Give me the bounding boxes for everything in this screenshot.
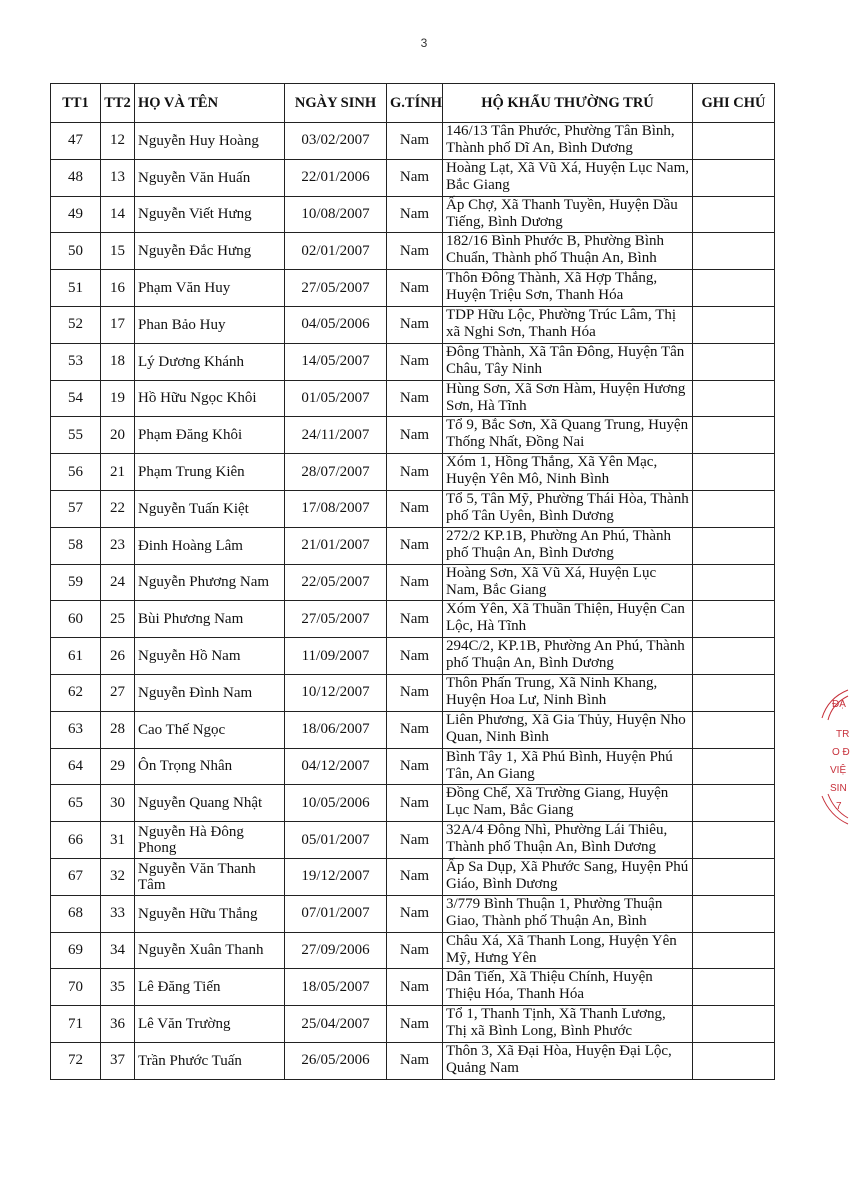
table-body [51,123,775,1080]
red-seal-stamp [818,688,848,828]
cell-note [693,343,775,380]
cell-name: Trần Phước Tuấn [135,1042,285,1079]
cell-name: Nguyễn Tuấn Kiệt [135,490,285,527]
header-address: HỘ KHẨU THƯỜNG TRÚ [443,84,693,123]
cell-name: Đinh Hoàng Lâm [135,527,285,564]
cell-tt2: 14 [101,196,135,233]
cell-address: Đông Thành, Xã Tân Đông, Huyện Tân Châu, Tây Ninh [443,343,693,380]
cell-name: Nguyễn Văn Huấn [135,159,285,196]
student-roster-table [50,83,775,1080]
cell-name: Phạm Đăng Khôi [135,417,285,454]
table-row [51,159,775,196]
table-row [51,196,775,233]
cell-name: Nguyễn Hồ Nam [135,638,285,675]
stamp-text-line: TR [836,729,850,740]
cell-dob: 04/12/2007 [285,748,387,785]
table-row [51,490,775,527]
stamp-text-line: ĐẠ [832,699,846,710]
cell-tt2: 37 [101,1042,135,1079]
cell-address: TDP Hữu Lộc, Phường Trúc Lâm, Thị xã Nghi Sơn, Thanh Hóa [443,306,693,343]
cell-gender: Nam [387,380,443,417]
cell-note [693,932,775,969]
cell-gender: Nam [387,343,443,380]
cell-note [693,417,775,454]
cell-address: 3/779 Bình Thuận 1, Phường Thuận Giao, Thành phố Thuận An, Bình [443,895,693,932]
cell-dob: 07/01/2007 [285,895,387,932]
stamp-text-line: 7 [836,801,842,812]
cell-gender: Nam [387,417,443,454]
cell-dob: 24/11/2007 [285,417,387,454]
table-row [51,638,775,675]
cell-gender: Nam [387,638,443,675]
cell-tt1: 68 [51,895,101,932]
cell-dob: 17/08/2007 [285,490,387,527]
cell-tt1: 51 [51,270,101,307]
cell-note [693,123,775,160]
cell-address: Tổ 5, Tân Mỹ, Phường Thái Hòa, Thành phố Tân Uyên, Bình Dương [443,490,693,527]
cell-name: Nguyễn Xuân Thanh [135,932,285,969]
cell-note [693,527,775,564]
stamp-text-line: SIN [830,783,847,794]
cell-name: Nguyễn Viết Hưng [135,196,285,233]
cell-name: Nguyễn Hữu Thắng [135,895,285,932]
cell-address: Liên Phương, Xã Gia Thủy, Huyện Nho Quan, Ninh Bình [443,711,693,748]
cell-gender: Nam [387,454,443,491]
cell-address: Thôn Đông Thành, Xã Hợp Thắng, Huyện Triệu Sơn, Thanh Hóa [443,270,693,307]
cell-tt1: 65 [51,785,101,822]
cell-dob: 26/05/2006 [285,1042,387,1079]
cell-address: 294C/2, KP.1B, Phường An Phú, Thành phố Thuận An, Bình Dương [443,638,693,675]
cell-gender: Nam [387,748,443,785]
cell-dob: 27/05/2007 [285,270,387,307]
cell-note [693,490,775,527]
cell-dob: 01/05/2007 [285,380,387,417]
cell-gender: Nam [387,858,443,895]
cell-dob: 03/02/2007 [285,123,387,160]
cell-name: Nguyễn Đình Nam [135,674,285,711]
cell-tt1: 52 [51,306,101,343]
cell-address: Xóm Yên, Xã Thuần Thiện, Huyện Can Lộc, Hà Tĩnh [443,601,693,638]
cell-tt1: 67 [51,858,101,895]
cell-tt2: 34 [101,932,135,969]
cell-gender: Nam [387,674,443,711]
table-row [51,969,775,1006]
cell-tt2: 28 [101,711,135,748]
cell-gender: Nam [387,932,443,969]
cell-gender: Nam [387,822,443,859]
cell-tt1: 50 [51,233,101,270]
cell-name: Nguyễn Đắc Hưng [135,233,285,270]
cell-tt2: 24 [101,564,135,601]
cell-note [693,233,775,270]
cell-dob: 22/05/2007 [285,564,387,601]
cell-address: 32A/4 Đông Nhì, Phường Lái Thiêu, Thành phố Thuận An, Bình Dương [443,822,693,859]
cell-name: Nguyễn Huy Hoàng [135,123,285,160]
cell-address: Đồng Chể, Xã Trường Giang, Huyện Lục Nam, Bắc Giang [443,785,693,822]
cell-gender: Nam [387,123,443,160]
cell-note [693,1006,775,1043]
cell-tt1: 57 [51,490,101,527]
table-row [51,123,775,160]
cell-gender: Nam [387,564,443,601]
table-row [51,932,775,969]
cell-name: Nguyễn Hà Đông Phong [135,822,285,859]
header-tt2: TT2 [101,84,135,123]
cell-address: Tổ 9, Bắc Sơn, Xã Quang Trung, Huyện Thống Nhất, Đồng Nai [443,417,693,454]
cell-gender: Nam [387,490,443,527]
cell-tt2: 33 [101,895,135,932]
cell-address: Xóm 1, Hồng Thắng, Xã Yên Mạc, Huyện Yên Mô, Ninh Bình [443,454,693,491]
header-dob: NGÀY SINH [285,84,387,123]
cell-note [693,306,775,343]
cell-tt1: 63 [51,711,101,748]
cell-dob: 05/01/2007 [285,822,387,859]
cell-tt2: 27 [101,674,135,711]
stamp-text-line: O Đ [832,747,850,758]
cell-name: Phạm Văn Huy [135,270,285,307]
cell-tt2: 23 [101,527,135,564]
cell-address: Tổ 1, Thanh Tịnh, Xã Thanh Lương, Thị xã Bình Long, Bình Phước [443,1006,693,1043]
cell-dob: 10/12/2007 [285,674,387,711]
cell-name: Hồ Hữu Ngọc Khôi [135,380,285,417]
cell-tt1: 70 [51,969,101,1006]
stamp-text-line: VIỆ [830,765,847,776]
cell-note [693,674,775,711]
cell-tt1: 47 [51,123,101,160]
cell-address: Châu Xá, Xã Thanh Long, Huyện Yên Mỹ, Hưng Yên [443,932,693,969]
cell-name: Ôn Trọng Nhân [135,748,285,785]
cell-dob: 21/01/2007 [285,527,387,564]
table-row [51,564,775,601]
cell-name: Nguyễn Văn Thanh Tâm [135,858,285,895]
table-row [51,270,775,307]
cell-address: Bình Tây 1, Xã Phú Bình, Huyện Phú Tân, An Giang [443,748,693,785]
cell-tt1: 66 [51,822,101,859]
cell-tt1: 61 [51,638,101,675]
cell-tt2: 17 [101,306,135,343]
table-row [51,601,775,638]
cell-note [693,601,775,638]
cell-note [693,969,775,1006]
cell-name: Bùi Phương Nam [135,601,285,638]
cell-tt2: 13 [101,159,135,196]
cell-address: 146/13 Tân Phước, Phường Tân Bình, Thành phố Dĩ An, Bình Dương [443,123,693,160]
cell-gender: Nam [387,196,443,233]
cell-tt1: 59 [51,564,101,601]
cell-tt1: 48 [51,159,101,196]
table-row [51,711,775,748]
cell-name: Lê Văn Trường [135,1006,285,1043]
cell-dob: 27/09/2006 [285,932,387,969]
cell-note [693,895,775,932]
cell-tt1: 58 [51,527,101,564]
cell-tt2: 35 [101,969,135,1006]
cell-tt1: 49 [51,196,101,233]
cell-tt1: 71 [51,1006,101,1043]
table-row [51,858,775,895]
cell-gender: Nam [387,270,443,307]
cell-gender: Nam [387,306,443,343]
cell-note [693,159,775,196]
cell-note [693,196,775,233]
cell-tt2: 20 [101,417,135,454]
cell-address: Hoàng Lạt, Xã Vũ Xá, Huyện Lục Nam, Bắc Giang [443,159,693,196]
cell-tt1: 69 [51,932,101,969]
cell-address: Ấp Sa Dụp, Xã Phước Sang, Huyện Phú Giáo, Bình Dương [443,858,693,895]
cell-tt2: 26 [101,638,135,675]
cell-name: Nguyễn Quang Nhật [135,785,285,822]
cell-tt1: 55 [51,417,101,454]
cell-tt2: 31 [101,822,135,859]
cell-address: 272/2 KP.1B, Phường An Phú, Thành phố Thuận An, Bình Dương [443,527,693,564]
cell-tt2: 19 [101,380,135,417]
cell-dob: 18/06/2007 [285,711,387,748]
cell-gender: Nam [387,711,443,748]
cell-tt2: 16 [101,270,135,307]
table-row [51,1042,775,1079]
header-name: HỌ VÀ TÊN [135,84,285,123]
table-row [51,417,775,454]
cell-tt2: 22 [101,490,135,527]
table-row [51,1006,775,1043]
cell-note [693,270,775,307]
cell-tt1: 54 [51,380,101,417]
cell-tt2: 18 [101,343,135,380]
table-row [51,343,775,380]
cell-tt1: 60 [51,601,101,638]
cell-tt2: 25 [101,601,135,638]
cell-tt2: 29 [101,748,135,785]
cell-name: Cao Thế Ngọc [135,711,285,748]
cell-tt2: 15 [101,233,135,270]
cell-name: Lý Dương Khánh [135,343,285,380]
cell-tt2: 12 [101,123,135,160]
cell-dob: 10/05/2006 [285,785,387,822]
cell-note [693,748,775,785]
cell-gender: Nam [387,527,443,564]
cell-name: Lê Đăng Tiến [135,969,285,1006]
table-row [51,380,775,417]
table-row [51,822,775,859]
cell-dob: 04/05/2006 [285,306,387,343]
cell-dob: 14/05/2007 [285,343,387,380]
page-number: 3 [420,36,428,50]
cell-gender: Nam [387,601,443,638]
cell-address: Thôn 3, Xã Đại Hòa, Huyện Đại Lộc, Quảng Nam [443,1042,693,1079]
cell-address: Dân Tiến, Xã Thiệu Chính, Huyện Thiệu Hóa, Thanh Hóa [443,969,693,1006]
cell-dob: 22/01/2006 [285,159,387,196]
cell-dob: 11/09/2007 [285,638,387,675]
cell-gender: Nam [387,233,443,270]
cell-dob: 28/07/2007 [285,454,387,491]
cell-note [693,454,775,491]
cell-tt1: 72 [51,1042,101,1079]
cell-note [693,711,775,748]
cell-dob: 18/05/2007 [285,969,387,1006]
cell-note [693,380,775,417]
cell-note [693,785,775,822]
header-note: GHI CHÚ [693,84,775,123]
cell-tt2: 36 [101,1006,135,1043]
header-gender: G.TÍNH [387,84,443,123]
cell-tt1: 64 [51,748,101,785]
cell-gender: Nam [387,969,443,1006]
cell-tt2: 30 [101,785,135,822]
table-row [51,785,775,822]
cell-note [693,858,775,895]
cell-name: Nguyễn Phương Nam [135,564,285,601]
cell-address: 182/16 Bình Phước B, Phường Bình Chuẩn, Thành phố Thuận An, Bình [443,233,693,270]
table-row [51,306,775,343]
cell-dob: 25/04/2007 [285,1006,387,1043]
cell-dob: 27/05/2007 [285,601,387,638]
cell-name: Phan Bảo Huy [135,306,285,343]
cell-address: Hoàng Sơn, Xã Vũ Xá, Huyện Lục Nam, Bắc Giang [443,564,693,601]
cell-dob: 02/01/2007 [285,233,387,270]
table-row [51,748,775,785]
cell-gender: Nam [387,895,443,932]
cell-note [693,564,775,601]
table-row [51,895,775,932]
cell-tt1: 56 [51,454,101,491]
cell-name: Phạm Trung Kiên [135,454,285,491]
table-row [51,233,775,270]
cell-address: Thôn Phấn Trung, Xã Ninh Khang, Huyện Hoa Lư, Ninh Bình [443,674,693,711]
table-row [51,454,775,491]
table-row [51,674,775,711]
cell-dob: 10/08/2007 [285,196,387,233]
table-header-row [51,84,775,123]
cell-address: Ấp Chợ, Xã Thanh Tuyền, Huyện Dầu Tiếng, Bình Dương [443,196,693,233]
cell-gender: Nam [387,159,443,196]
cell-tt1: 62 [51,674,101,711]
cell-gender: Nam [387,1006,443,1043]
header-tt1: TT1 [51,84,101,123]
cell-tt2: 21 [101,454,135,491]
cell-address: Hùng Sơn, Xã Sơn Hàm, Huyện Hương Sơn, Hà Tĩnh [443,380,693,417]
cell-gender: Nam [387,785,443,822]
cell-tt2: 32 [101,858,135,895]
cell-gender: Nam [387,1042,443,1079]
table-row [51,527,775,564]
cell-dob: 19/12/2007 [285,858,387,895]
cell-tt1: 53 [51,343,101,380]
cell-note [693,822,775,859]
cell-note [693,1042,775,1079]
cell-note [693,638,775,675]
